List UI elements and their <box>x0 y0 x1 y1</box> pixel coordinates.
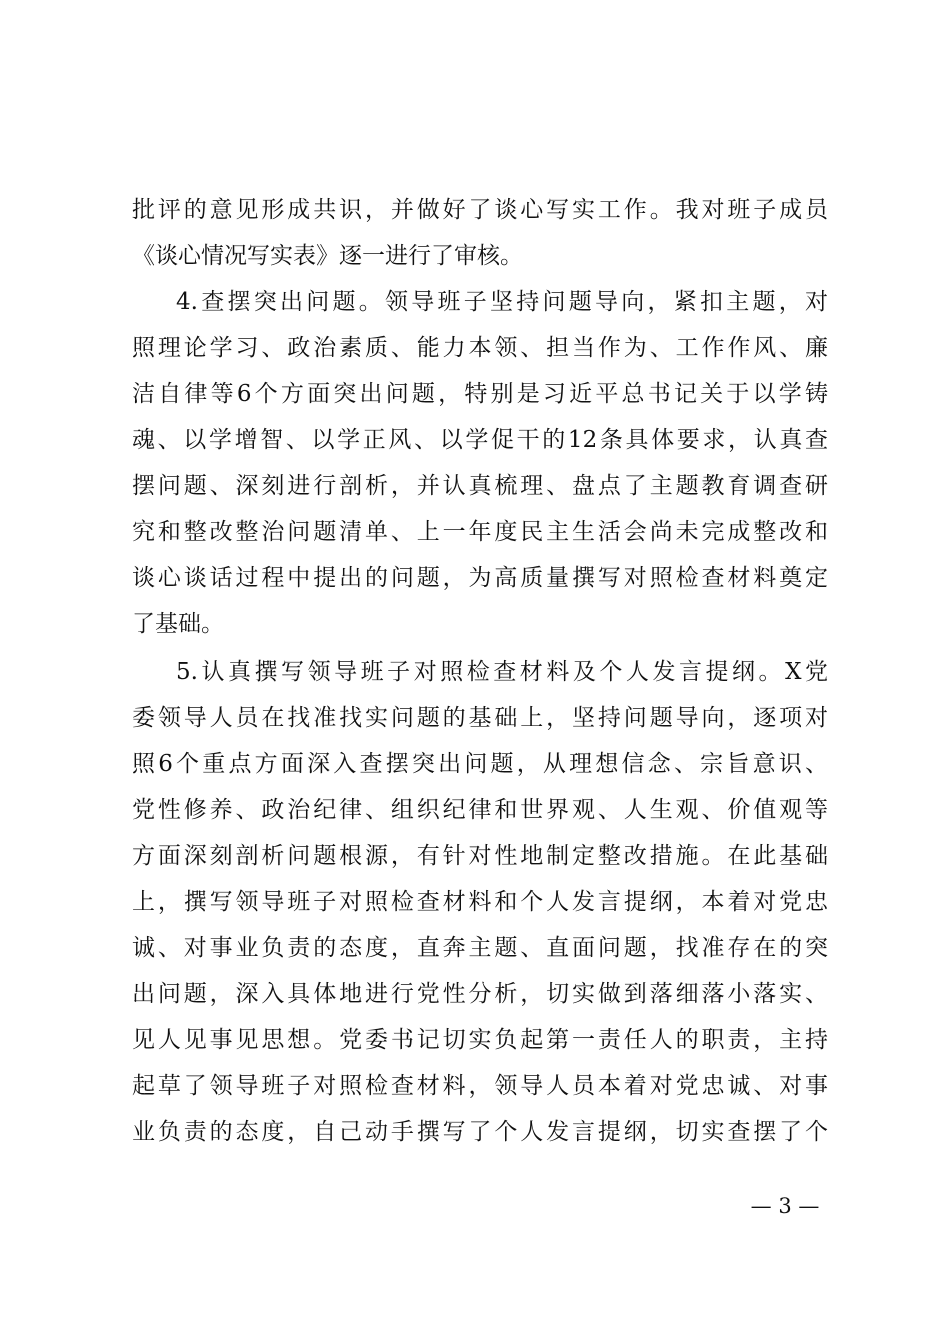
text-line-7: 摆问题、深刻进行剖析，并认真梳理、盘点了主题教育调查研 <box>132 473 828 499</box>
text-line-20: 起草了领导班子对照检查材料，领导人员本着对党忠诚、对事 <box>132 1073 828 1099</box>
text-line-15: 方面深刻剖析问题根源，有针对性地制定整改措施。在此基础 <box>132 843 828 869</box>
text-line-8: 究和整改整治问题清单、上一年度民主生活会尚未完成整改和 <box>132 519 828 545</box>
text-line-16: 上，撰写领导班子对照检查材料和个人发言提纲，本着对党忠 <box>132 889 828 915</box>
text-line-4: 照理论学习、政治素质、能力本领、担当作为、工作作风、廉 <box>132 335 828 361</box>
text-line-18: 出问题，深入具体地进行党性分析，切实做到落细落小落实、 <box>132 981 828 1007</box>
text-line-1: 批评的意见形成共识，并做好了谈心写实工作。我对班子成员 <box>132 197 828 223</box>
text-line-13: 照6个重点方面深入查摆突出问题，从理想信念、宗旨意识、 <box>132 751 828 777</box>
text-line-21: 业负责的态度，自己动手撰写了个人发言提纲，切实查摆了个 <box>132 1119 828 1145</box>
page-number: — 3 — <box>750 1194 820 1218</box>
text-line-6: 魂、以学增智、以学正风、以学促干的12条具体要求，认真查 <box>132 427 828 453</box>
text-line-9: 谈心谈话过程中提出的问题，为高质量撰写对照检查材料奠定 <box>132 565 828 591</box>
text-line-14: 党性修养、政治纪律、组织纪律和世界观、人生观、价值观等 <box>132 797 828 823</box>
text-line-2: 《谈心情况写实表》逐一进行了审核。 <box>132 243 523 269</box>
text-line-10: 了基础。 <box>132 611 224 637</box>
text-line-19: 见人见事见思想。党委书记切实负起第一责任人的职责，主持 <box>132 1027 828 1053</box>
text-line-5: 洁自律等6个方面突出问题，特别是习近平总书记关于以学铸 <box>132 381 828 407</box>
text-line-3: 4.查摆突出问题。领导班子坚持问题导向，紧扣主题，对 <box>176 289 828 315</box>
text-line-11: 5.认真撰写领导班子对照检查材料及个人发言提纲。X党 <box>176 659 828 685</box>
text-line-17: 诚、对事业负责的态度，直奔主题、直面问题，找准存在的突 <box>132 935 828 961</box>
text-line-12: 委领导人员在找准找实问题的基础上，坚持问题导向，逐项对 <box>132 705 828 731</box>
